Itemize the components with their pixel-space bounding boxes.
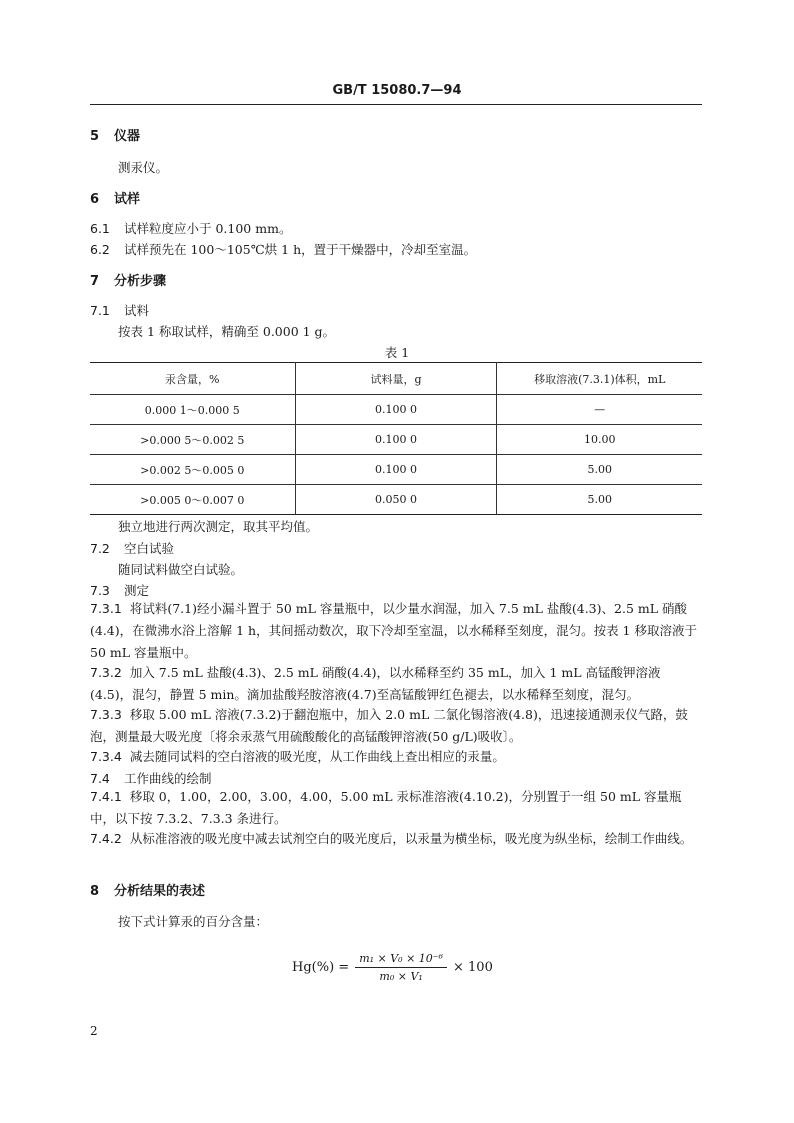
clause-text: 加入 7.5 mL 盐酸(4.3)、2.5 mL 硝酸(4.4)，以水稀释至约 35 mL，加入 1 mL 高锰酸钾溶液(4.5)，混匀，静置 5 min。滴加盐酸羟胺溶液(4.7)至高锰酸钾红色褪去，以水稀释至刻度，混匀。 <box>90 665 661 702</box>
formula-numerator: m₁ × V₀ × 10⁻⁶ <box>355 952 447 968</box>
table-header-cell: 汞含量，% <box>90 363 295 395</box>
table-cell: 5.00 <box>587 463 612 476</box>
table-cell: 0.050 0 <box>295 485 497 515</box>
clause-text: 减去随同试料的空白溶液的吸光度，从工作曲线上查出相应的汞量。 <box>129 749 505 764</box>
clause-number: 7.3.4 <box>90 749 122 764</box>
clause-6-2 <box>90 240 476 258</box>
table-cell: 10.00 <box>583 433 616 446</box>
clause-7-3-heading <box>90 581 149 599</box>
clause-number: 7.4.1 <box>90 789 122 804</box>
table-header-row <box>90 363 702 395</box>
table-cell: 5.00 <box>587 493 612 506</box>
clause-7-3-4 <box>90 746 702 768</box>
table-cell: >0.000 5～0.002 5 <box>90 425 295 455</box>
clause-number: 7.4 <box>90 771 110 786</box>
table-header-cell: 移取溶液(7.3.1)体积，mL <box>534 372 666 386</box>
clause-text: 试样预先在 100～105℃烘 1 h，置于干燥器中，冷却至室温。 <box>124 242 477 257</box>
table-cell: >0.005 0～0.007 0 <box>90 485 295 515</box>
table-row <box>90 485 702 515</box>
clause-text: 从标准溶液的吸光度中减去试剂空白的吸光度后，以汞量为横坐标，吸光度为纵坐标，绘制工作曲线。 <box>129 831 693 846</box>
clause-title: 测定 <box>124 583 150 598</box>
clause-number: 7.4.2 <box>90 831 122 846</box>
clause-title: 试料 <box>124 303 150 318</box>
clause-number: 7.2 <box>90 541 110 556</box>
clause-7-1-heading <box>90 301 149 319</box>
formula-denominator: m₀ × V₁ <box>379 970 423 983</box>
clause-text: 试样粒度应小于 0.100 mm。 <box>124 221 292 236</box>
clause-7-2-heading <box>90 539 174 557</box>
page-number: 2 <box>90 1024 98 1038</box>
clause-number: 6.1 <box>90 221 110 236</box>
table-row <box>90 455 702 485</box>
clause-text: 移取 0，1.00，2.00，3.00，4.00，5.00 mL 汞标准溶液(4.10.2)，分别置于一组 50 mL 容量瓶中，以下按 7.3.2、7.3.3 条进行。 <box>90 789 682 826</box>
clause-text: 将试料(7.1)经小漏斗置于 50 mL 容量瓶中，以少量水润湿，加入 7.5 mL 盐酸(4.3)、2.5 mL 硝酸(4.4)，在微沸水浴上溶解 1 h，其间摇动数次，取下冷却至室温，以水稀释至刻度，混匀。按表 1 移取溶液于 50 mL 容量瓶中。 <box>90 601 697 660</box>
section-5-heading <box>90 125 140 144</box>
formula-lhs: Hg(%) = <box>292 960 350 975</box>
table-header-cell: 试料量，g <box>295 363 497 395</box>
formula-suffix: × 100 <box>453 960 493 975</box>
clause-7-4-1 <box>90 786 702 830</box>
table-cell: 0.100 0 <box>295 455 497 485</box>
section-number: 8 <box>90 884 100 899</box>
section-number: 5 <box>90 129 100 144</box>
formula-fraction <box>355 952 447 983</box>
clause-number: 6.2 <box>90 242 110 257</box>
clause-title: 工作曲线的绘制 <box>124 771 212 786</box>
table-row <box>90 395 702 425</box>
clause-7-4-2 <box>90 828 702 850</box>
after-table-note: 独立地进行两次测定，取其平均值。 <box>118 519 319 534</box>
section-number: 6 <box>90 192 100 207</box>
table-cell: >0.002 5～0.005 0 <box>90 455 295 485</box>
table-row <box>90 425 702 455</box>
table-cell: 0.100 0 <box>295 395 497 425</box>
clause-7-2-body: 随同试料做空白试验。 <box>118 562 244 577</box>
clause-7-3-3 <box>90 704 702 748</box>
standard-code: GB/T 15080.7—94 <box>332 83 462 98</box>
section-5-body: 测汞仪。 <box>118 160 169 175</box>
section-6-heading <box>90 188 140 207</box>
section-title: 分析结果的表述 <box>114 884 206 899</box>
clause-number: 7.3.3 <box>90 707 122 722</box>
section-7-heading <box>90 270 166 289</box>
clause-7-3-2 <box>90 662 702 706</box>
section-title: 分析步骤 <box>114 274 167 289</box>
mercury-formula <box>292 952 493 983</box>
clause-7-3-1 <box>90 598 702 664</box>
section-title: 仪器 <box>114 129 141 144</box>
clause-text: 移取 5.00 mL 溶液(7.3.2)于翻泡瓶中，加入 2.0 mL 二氯化锡溶液(4.8)，迅速接通测汞仪气路，鼓泡，测量最大吸光度〔将余汞蒸气用硫酸酸化的高锰酸钾溶液(50 g/L)吸收〕。 <box>90 707 688 744</box>
clause-6-1 <box>90 219 291 237</box>
clause-number: 7.1 <box>90 303 110 318</box>
header-rule <box>90 104 702 105</box>
section-number: 7 <box>90 274 100 289</box>
section-8-body: 按下式计算汞的百分含量： <box>118 914 269 929</box>
clause-number: 7.3.1 <box>90 601 122 616</box>
table-1 <box>90 362 702 515</box>
table-cell: 0.100 0 <box>295 425 497 455</box>
clause-title: 空白试验 <box>124 541 175 556</box>
clause-7-4-heading <box>90 769 212 787</box>
section-title: 试样 <box>114 192 141 207</box>
clause-7-1-body: 按表 1 称取试样，精确至 0.000 1 g。 <box>118 324 336 339</box>
clause-number: 7.3.2 <box>90 665 122 680</box>
table-cell: — <box>594 403 606 416</box>
section-8-heading <box>90 880 205 899</box>
table-caption: 表 1 <box>384 345 410 360</box>
table-cell: 0.000 1～0.000 5 <box>90 395 295 425</box>
clause-number: 7.3 <box>90 583 110 598</box>
